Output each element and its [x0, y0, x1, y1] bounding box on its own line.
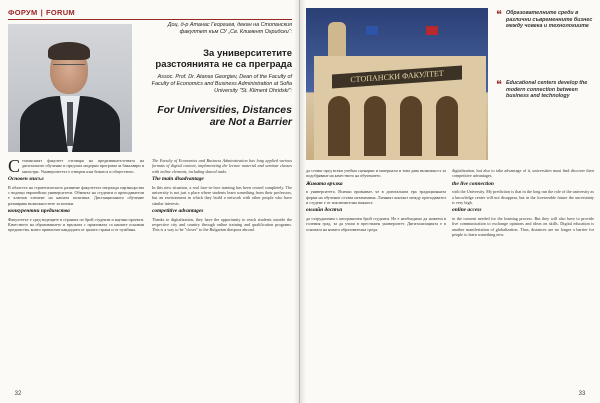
flag-icon	[426, 26, 438, 35]
page-number-left: 32	[14, 391, 22, 397]
pull-quote-en: Educational centers develop the modern connection between business and technology	[506, 80, 588, 100]
body-paragraph: да сътрудничим с неограничен брой студенти. Не е необходимо да живееш в големия град, за да учиш в престижен университет. Дигитализацията е в основата на новата образователна среда.	[306, 215, 446, 232]
building-tower	[328, 22, 346, 58]
building-arch	[436, 96, 458, 156]
author-byline-en: Assoc. Prof. Dr. Atanas Georgiev, Dean of the Faculty of Faculty of Economics and Business Administration at Sofia University "St. Kliment Ohridski":	[151, 74, 292, 94]
subheading: competitive advantages	[152, 208, 204, 215]
page-gutter	[294, 0, 306, 403]
building-arch	[328, 96, 350, 156]
body-paragraph: Thanks to digitalization, they have the opportunity to reach students outside the respective city and country through online training and qualification programs. This is a way to be "closer" to the Bulgarian diaspora abroad.	[152, 216, 292, 233]
body-paragraph: Факултетът е сред водещите в страната по брой студенти и научни проекти. Качеството на образованието и връзката с практиката са нашите основни предимства, които привличат кандидати от цялата страна и от чужбина.	[8, 216, 144, 233]
rubric-separator: |	[40, 7, 43, 17]
body-paragraph: In this new situation, a real face-to-face training has been ceased completely. The university is not just a place where students learn something from their professors, but an environment in which they build a network with other people who have similar interests.	[152, 184, 292, 206]
body-paragraph: да стоиш пред всеки учебни сценарии и материали и това дава възможност за подобряване на качеството на обучението.	[306, 168, 446, 179]
article-title-en: For Universities, Distances are Not a Barrier	[157, 104, 292, 128]
building-sign: СТОПАНСКИ ФАКУЛТЕТ	[332, 65, 462, 88]
building-arch	[400, 96, 422, 156]
rubric-bg: ФОРУМ	[8, 7, 38, 17]
rubric-en: FORUM	[45, 7, 75, 17]
article-title-bg: За университетите разстоянията не са преграда	[155, 48, 292, 70]
author-byline-bg: Доц. д-р Атанас Георгиев, декан на Стопанския факултет към СУ „Св. Климент Охридски“:	[167, 22, 292, 35]
body-paragraph: to the consent needed for the learning process. But they will also have to provide live communication to exchange opinions and ideas on skills. Digital education is another manifestation of globalization. Thus, distances are no longer a barrier for people to learn something new.	[452, 215, 594, 238]
subheading: The main disadvantage	[152, 176, 204, 183]
drop-cap: С	[8, 158, 21, 176]
author-portrait	[8, 24, 132, 152]
page-number-right: 33	[578, 391, 586, 397]
body-paragraph: В областта на стратегическото развитие факултетът изгражда партньорства с водещи европейски университети. Обменът на студенти и преподаватели е ключов елемент на нашата политика. Дистанционното обучение разширява възможностите за всички.	[8, 184, 144, 206]
subheading: конкурентни предимства	[8, 208, 70, 215]
left-column-bg	[8, 158, 144, 394]
right-column-bg	[306, 168, 446, 394]
body-paragraph: with the University. My prediction is that in the long run the role of the university as a knowledge center will not disappear, but in the foreseeable future the uncertainty is very high.	[452, 189, 594, 206]
right-column-en	[452, 168, 594, 394]
body-paragraph: в университета. Всички признават, че в дигиталната ера традиционната форма на обучение остава незаменима. Личният контакт между преподавател и студент е от изключителна важност.	[306, 189, 446, 206]
portrait-hair	[48, 42, 90, 60]
lead-paragraph: The Faculty of Economics and Business Administration has long applied various formats of digital content, implementing the lecture material and seminar classes with online elements, including shared tasks.	[152, 158, 292, 174]
right-page	[300, 0, 600, 403]
subheading: Живата връзка	[306, 180, 343, 187]
left-column-en	[152, 158, 292, 394]
body-paragraph: digitalization, but also to take advantage of it, universities must find discover their competitive advantages.	[452, 168, 594, 179]
subheading: online access	[452, 207, 482, 214]
university-building-photo	[306, 8, 488, 160]
intro-paragraph: Стопанският факултет отговаря на предизвикателствата на дигиталното обучение и предлага модерни програми за бакалаври и магистри. Университетът е отворен към бизнеса и обществото.	[8, 158, 144, 176]
building-arch	[364, 96, 386, 156]
rubric-divider	[8, 19, 292, 20]
pull-quote-bg: Образователните среди в различни съвременните бизнес между човека и технологиите	[506, 10, 593, 30]
quote-mark-icon: ❝	[496, 79, 502, 91]
flag-icon	[366, 26, 378, 35]
subheading: Основен мисъл	[8, 176, 44, 183]
section-rubric	[8, 7, 75, 17]
portrait-glasses	[53, 64, 85, 72]
portrait-tie	[67, 102, 73, 146]
subheading: the live connection	[452, 180, 494, 187]
quote-mark-icon: ❝	[496, 9, 502, 21]
subheading: онлайн достъп	[306, 207, 343, 214]
